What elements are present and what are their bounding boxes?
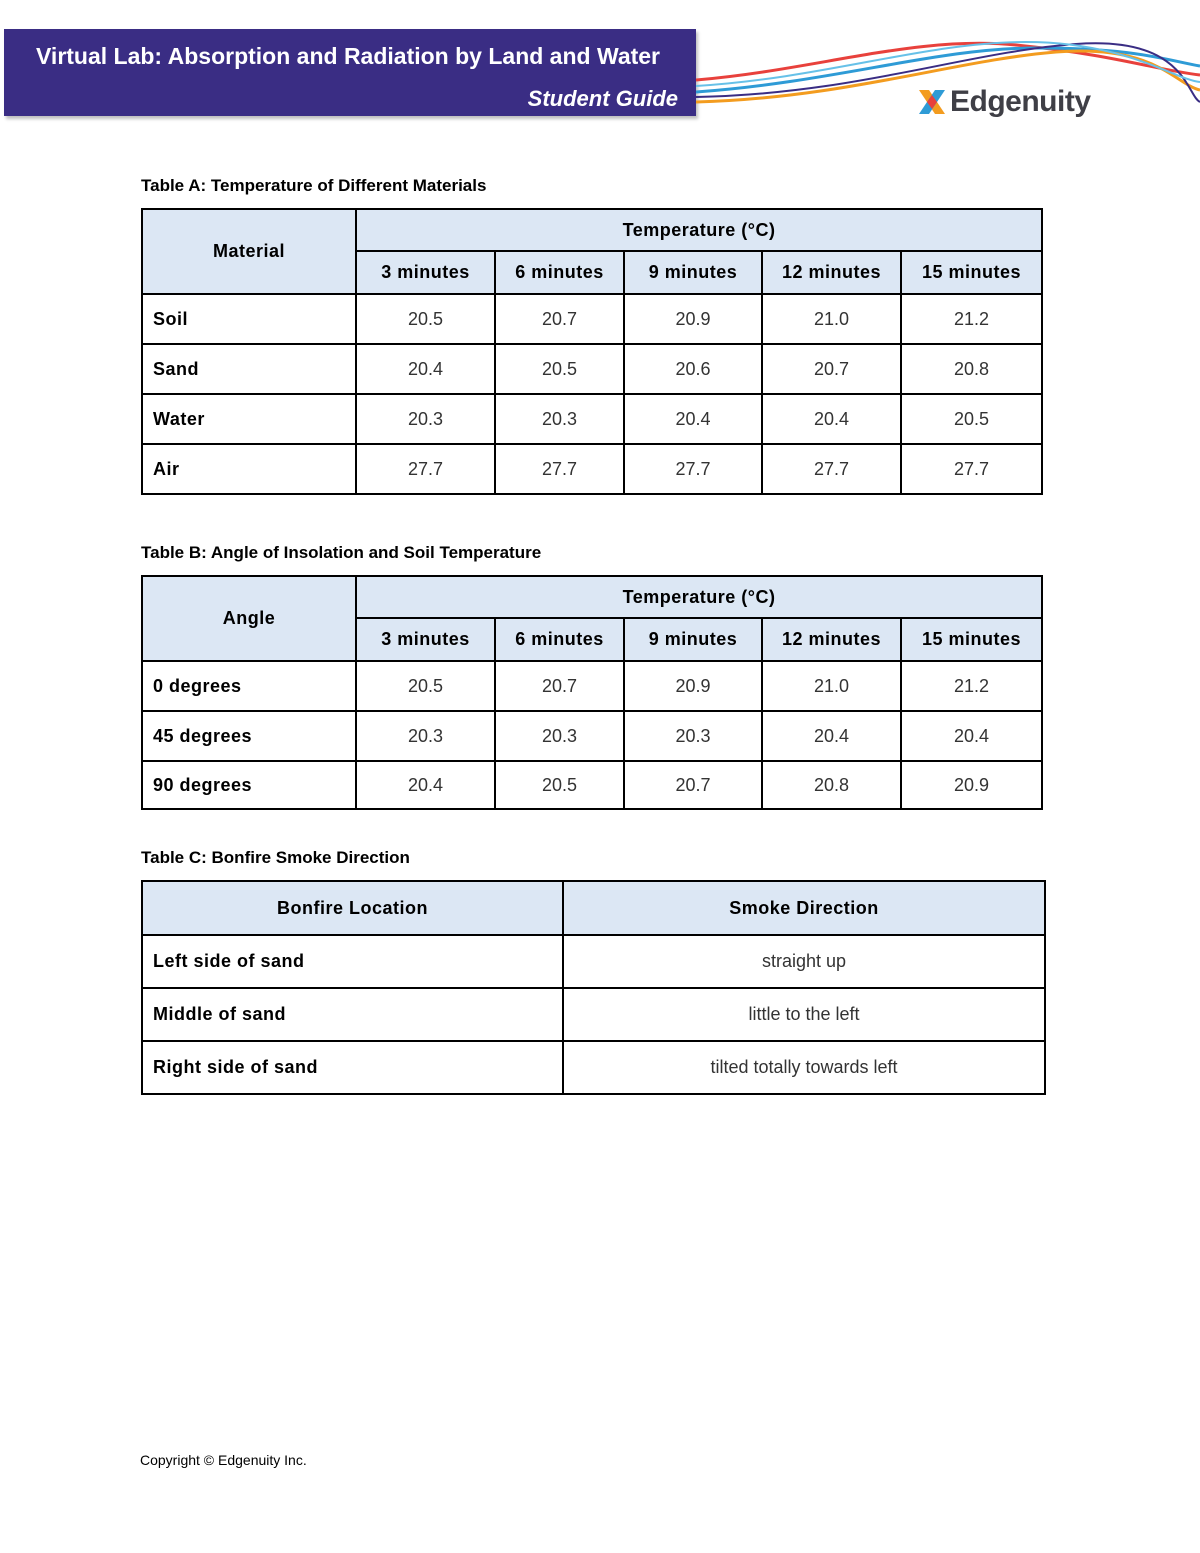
table-row bbox=[142, 394, 1042, 444]
copyright-text: Copyright © Edgenuity Inc. bbox=[140, 1452, 307, 1468]
cell-value: 21.2 bbox=[901, 661, 1042, 711]
table-c bbox=[141, 880, 1046, 1095]
cell-value: straight up bbox=[563, 935, 1045, 988]
table-row bbox=[142, 344, 1042, 394]
cell-value: little to the left bbox=[563, 988, 1045, 1041]
table-b-col-header: 3 minutes bbox=[356, 618, 495, 661]
table-a-col-header: 3 minutes bbox=[356, 251, 495, 294]
cell-value: 20.7 bbox=[624, 761, 762, 809]
row-label: Soil bbox=[142, 294, 356, 344]
table-b-caption: Table B: Angle of Insolation and Soil Temperature bbox=[141, 543, 542, 562]
table-a-col-header: 6 minutes bbox=[495, 251, 624, 294]
table-b-group-header: Temperature (°C) bbox=[356, 576, 1042, 618]
cell-value: 20.7 bbox=[495, 294, 624, 344]
table-row bbox=[142, 935, 1045, 988]
cell-value: 20.4 bbox=[356, 344, 495, 394]
table-row bbox=[142, 294, 1042, 344]
edgenuity-logo-text: Edgenuity bbox=[950, 85, 1091, 118]
table-b bbox=[141, 575, 1043, 810]
cell-value: 27.7 bbox=[624, 444, 762, 494]
cell-value: 20.3 bbox=[624, 711, 762, 761]
cell-value: 20.7 bbox=[762, 344, 901, 394]
table-b-col-header: 12 minutes bbox=[762, 618, 901, 661]
table-row bbox=[142, 711, 1042, 761]
row-label: Middle of sand bbox=[142, 988, 563, 1041]
table-row bbox=[142, 444, 1042, 494]
cell-value: 20.4 bbox=[624, 394, 762, 444]
table-c-col-header: Bonfire Location bbox=[142, 881, 563, 935]
cell-value: 21.0 bbox=[762, 294, 901, 344]
cell-value: 27.7 bbox=[356, 444, 495, 494]
table-b-row-header: Angle bbox=[142, 576, 356, 661]
cell-value: 27.7 bbox=[762, 444, 901, 494]
table-b-col-header: 6 minutes bbox=[495, 618, 624, 661]
row-label: Left side of sand bbox=[142, 935, 563, 988]
cell-value: 20.5 bbox=[495, 344, 624, 394]
table-a-col-header: 9 minutes bbox=[624, 251, 762, 294]
table-a-row-header: Material bbox=[142, 209, 356, 294]
table-a-col-header: 12 minutes bbox=[762, 251, 901, 294]
table-a-group-header: Temperature (°C) bbox=[356, 209, 1042, 251]
row-label: 0 degrees bbox=[142, 661, 356, 711]
table-c-caption: Table C: Bonfire Smoke Direction bbox=[141, 848, 410, 867]
cell-value: 20.3 bbox=[356, 711, 495, 761]
cell-value: 20.4 bbox=[762, 394, 901, 444]
student-guide-label: Student Guide bbox=[527, 86, 678, 111]
row-label: Sand bbox=[142, 344, 356, 394]
edgenuity-logo bbox=[916, 84, 1091, 120]
cell-value: 20.6 bbox=[624, 344, 762, 394]
cell-value: 20.4 bbox=[762, 711, 901, 761]
edgenuity-x-logo-icon bbox=[916, 86, 948, 118]
cell-value: 20.3 bbox=[356, 394, 495, 444]
cell-value: 20.5 bbox=[356, 661, 495, 711]
table-a bbox=[141, 208, 1043, 495]
cell-value: 20.9 bbox=[624, 294, 762, 344]
cell-value: 20.5 bbox=[495, 761, 624, 809]
row-label: Water bbox=[142, 394, 356, 444]
header-banner bbox=[4, 29, 696, 116]
table-a-caption: Table A: Temperature of Different Materials bbox=[141, 176, 487, 195]
table-row bbox=[142, 988, 1045, 1041]
row-label: 45 degrees bbox=[142, 711, 356, 761]
cell-value: 21.0 bbox=[762, 661, 901, 711]
row-label: Right side of sand bbox=[142, 1041, 563, 1094]
cell-value: 20.3 bbox=[495, 711, 624, 761]
row-label: 90 degrees bbox=[142, 761, 356, 809]
cell-value: 27.7 bbox=[901, 444, 1042, 494]
cell-value: 20.9 bbox=[901, 761, 1042, 809]
table-row bbox=[142, 1041, 1045, 1094]
row-label: Air bbox=[142, 444, 356, 494]
table-c-col-header: Smoke Direction bbox=[563, 881, 1045, 935]
cell-value: 20.8 bbox=[901, 344, 1042, 394]
cell-value: 20.8 bbox=[762, 761, 901, 809]
lab-title: Virtual Lab: Absorption and Radiation by Land and Water bbox=[36, 43, 661, 69]
cell-value: 27.7 bbox=[495, 444, 624, 494]
table-row bbox=[142, 661, 1042, 711]
cell-value: 20.3 bbox=[495, 394, 624, 444]
cell-value: 20.5 bbox=[356, 294, 495, 344]
table-b-col-header: 9 minutes bbox=[624, 618, 762, 661]
cell-value: 20.7 bbox=[495, 661, 624, 711]
table-row bbox=[142, 761, 1042, 809]
cell-value: 20.4 bbox=[356, 761, 495, 809]
cell-value: 20.9 bbox=[624, 661, 762, 711]
cell-value: 21.2 bbox=[901, 294, 1042, 344]
cell-value: 20.5 bbox=[901, 394, 1042, 444]
cell-value: 20.4 bbox=[901, 711, 1042, 761]
table-b-col-header: 15 minutes bbox=[901, 618, 1042, 661]
table-a-col-header: 15 minutes bbox=[901, 251, 1042, 294]
cell-value: tilted totally towards left bbox=[563, 1041, 1045, 1094]
